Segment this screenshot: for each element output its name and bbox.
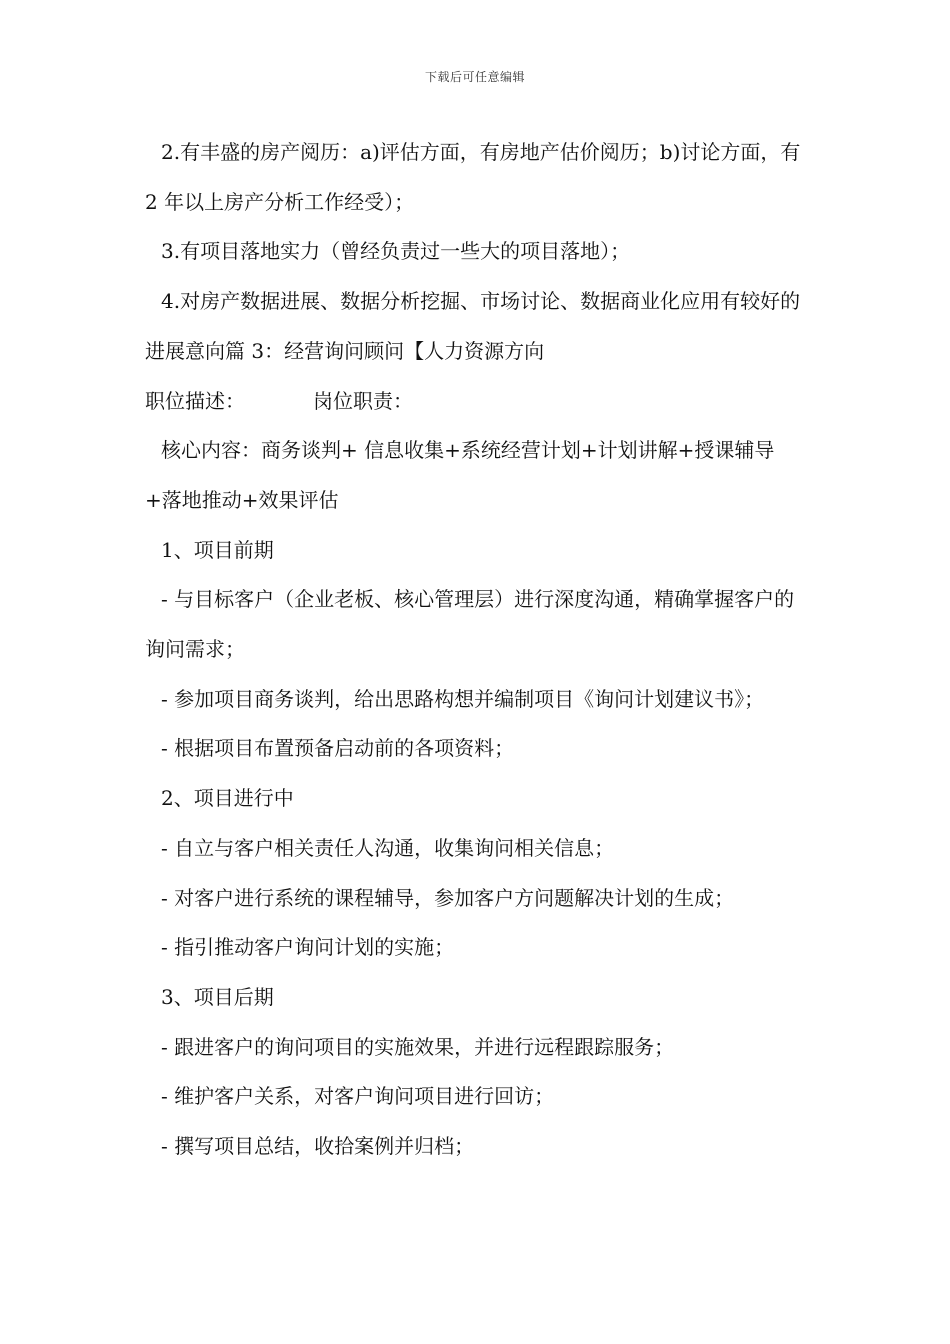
page-header-note: 下载后可任意编辑 — [424, 70, 525, 84]
list-item: - 指引推动客户询问计划的实施； — [161, 935, 455, 960]
list-item: - 根据项目布置预备启动前的各项资料； — [161, 736, 515, 761]
list-item: - 撰写项目总结，收拾案例并归档； — [161, 1134, 475, 1159]
core-content: 核心内容：商务谈判+ 信息收集+系统经营计划+计划讲解+授课辅导+落地推动+效果评估 — [145, 438, 775, 512]
paragraph-data-interest: 4.对房产数据进展、数据分析挖掘、市场讨论、数据商业化应用有较好的进展意向篇 3：经营询问顾问【人力资源方向 — [145, 289, 801, 363]
section-title: 2、项目进行中 — [161, 786, 294, 811]
list-item: - 跟进客户的询问项目的实施效果，并进行远程跟踪服务； — [161, 1034, 675, 1059]
section-title: 1、项目前期 — [161, 537, 274, 562]
paragraph-project-ability: 3.有项目落地实力（曾经负责过一些大的项目落地）； — [161, 239, 631, 264]
list-item: - 参加项目商务谈判，给出思路构想并编制项目《询问计划建议书》； — [161, 686, 765, 711]
job-description-label: 职位描述： — [145, 388, 245, 413]
list-item: - 与目标客户（企业老板、核心管理层）进行深度沟通，精确掌握客户的询问需求； — [145, 587, 795, 662]
list-item: - 对客户进行系统的课程辅导，参加客户方问题解决计划的生成； — [161, 885, 735, 910]
job-duties-label: 岗位职责： — [313, 388, 413, 413]
list-item: - 自立与客户相关责任人沟通，收集询问相关信息； — [161, 835, 615, 860]
job-line — [145, 377, 810, 427]
paragraph-experience: 2.有丰盛的房产阅历：a)评估方面，有房地产估价阅历；b)讨论方面，有 2 年以上房产分析工作经受）； — [145, 140, 801, 214]
list-item: - 维护客户关系，对客户询问项目进行回访； — [161, 1084, 555, 1109]
section-title: 3、项目后期 — [161, 984, 274, 1009]
document-body — [145, 128, 810, 1172]
